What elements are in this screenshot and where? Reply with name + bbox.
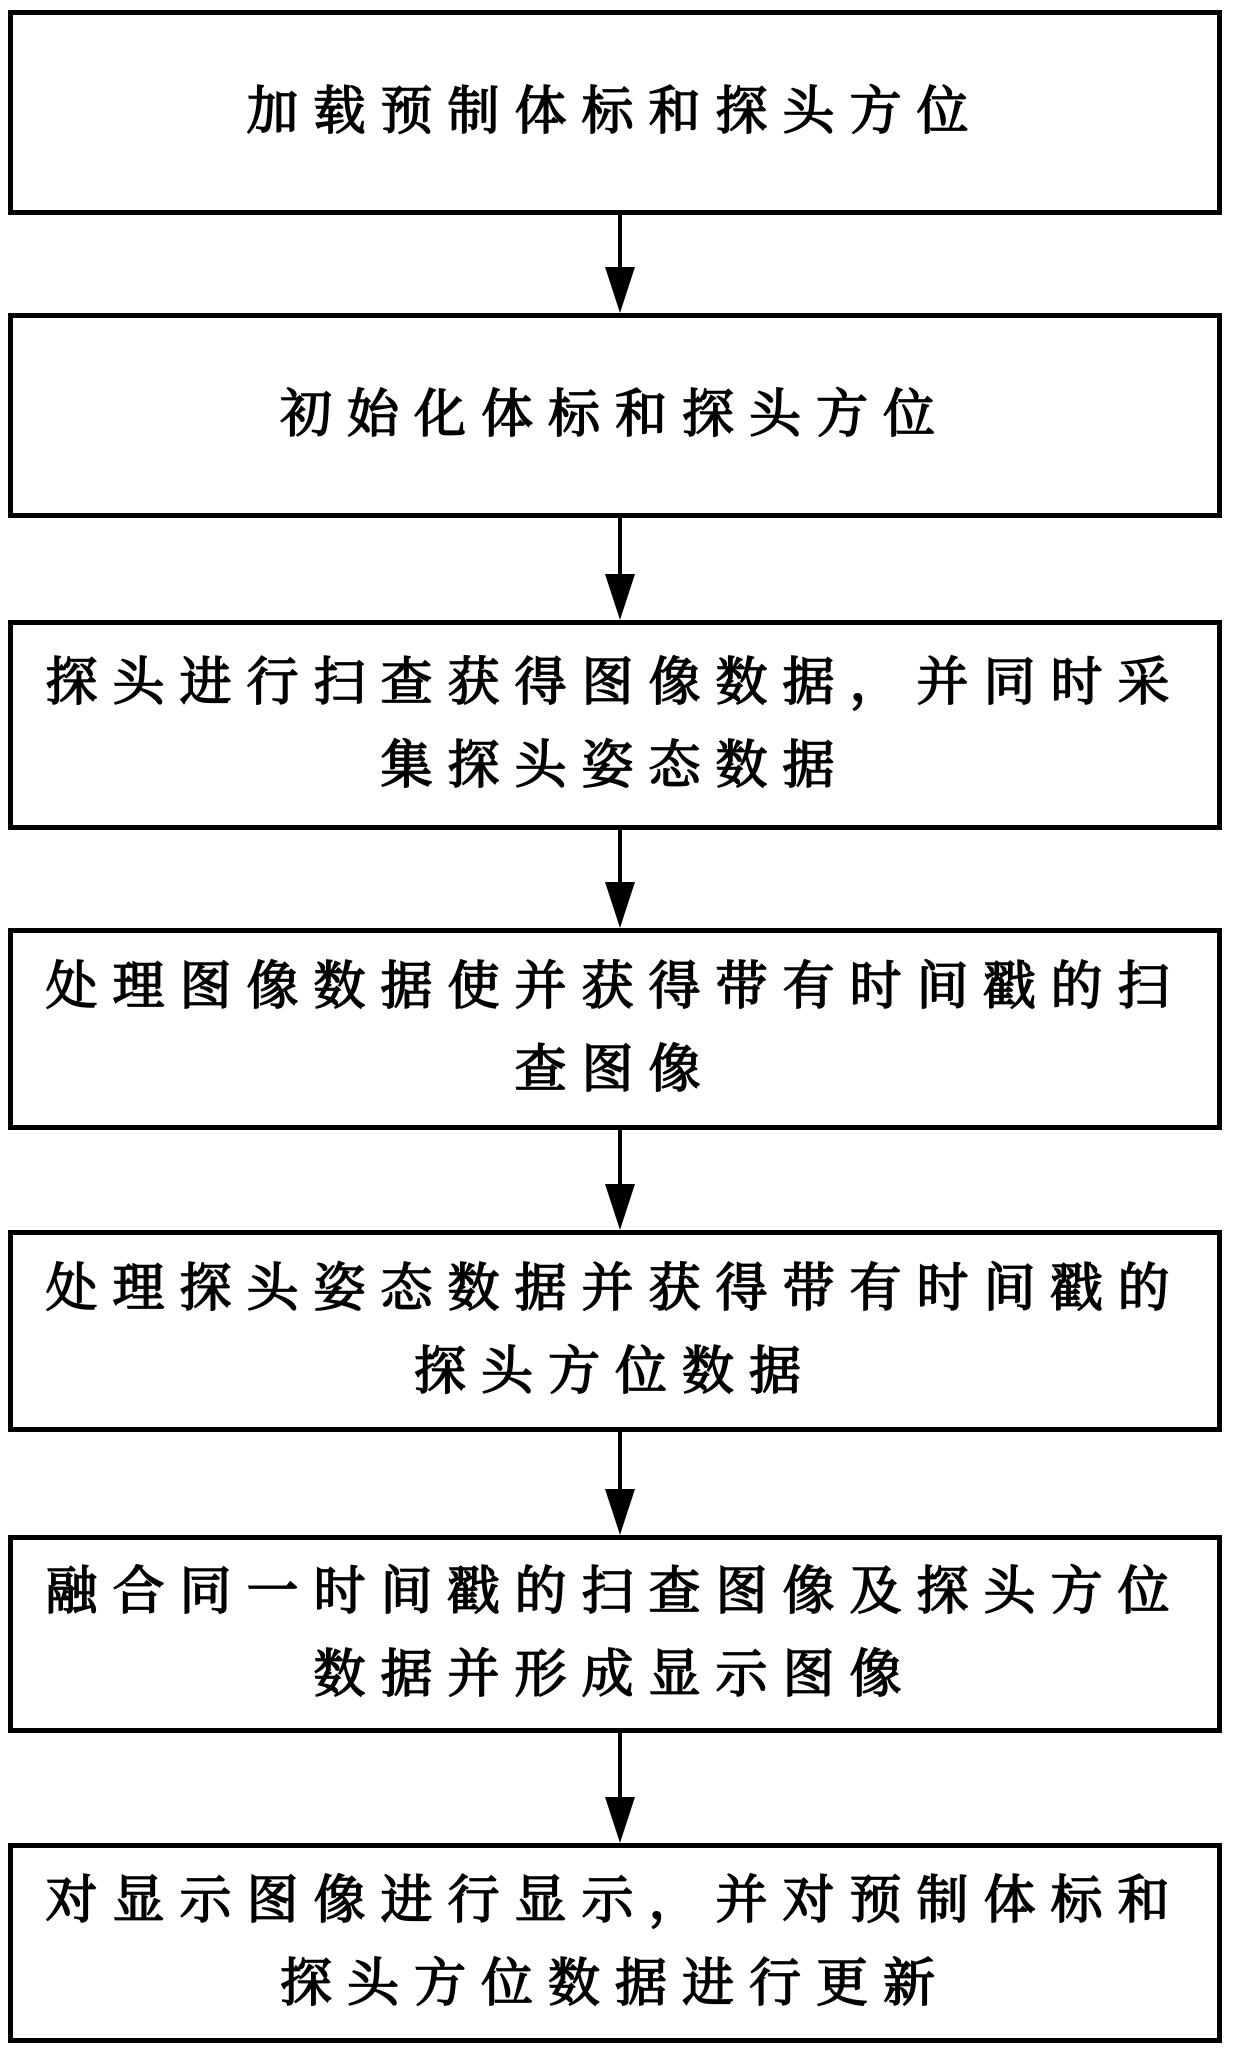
arrow-shaft (618, 830, 622, 882)
step-text-1: 加载预制体标和探头方位 (246, 81, 984, 142)
arrow-down-6-7 (604, 1733, 636, 1843)
arrow-head-icon (605, 1797, 635, 1843)
arrow-down-4-5 (604, 1130, 636, 1230)
step-text-3: 探头进行扫查获得图像数据，并同时采 集探头姿态数据 (45, 652, 1185, 796)
step-text-4: 处理图像数据使并获得带有时间戳的扫 查图像 (45, 956, 1185, 1100)
step-box-4 (8, 928, 1222, 1130)
arrow-head-icon (605, 574, 635, 620)
step-box-2 (8, 313, 1222, 518)
arrow-down-3-4 (604, 830, 636, 928)
arrow-down-2-3 (604, 518, 636, 620)
step-box-3 (8, 620, 1222, 830)
arrow-shaft (618, 215, 622, 267)
arrow-shaft (618, 1733, 622, 1797)
step-box-1 (8, 10, 1222, 215)
step-box-5 (8, 1230, 1222, 1432)
step-text-5: 处理探头姿态数据并获得带有时间戳的 探头方位数据 (45, 1258, 1185, 1402)
step-text-7: 对显示图像进行显示，并对预制体标和 探头方位数据进行更新 (45, 1870, 1185, 2014)
step-box-6 (8, 1535, 1222, 1733)
step-box-7 (8, 1843, 1222, 2043)
arrow-head-icon (605, 1184, 635, 1230)
arrow-head-icon (605, 267, 635, 313)
arrow-head-icon (605, 882, 635, 928)
step-text-2: 初始化体标和探头方位 (279, 384, 950, 445)
arrow-shaft (618, 1130, 622, 1184)
arrow-head-icon (605, 1489, 635, 1535)
arrow-down-5-6 (604, 1432, 636, 1535)
step-text-6: 融合同一时间戳的扫查图像及探头方位 数据并形成显示图像 (45, 1561, 1185, 1705)
arrow-shaft (618, 518, 622, 574)
arrow-shaft (618, 1432, 622, 1489)
arrow-down-1-2 (604, 215, 636, 313)
